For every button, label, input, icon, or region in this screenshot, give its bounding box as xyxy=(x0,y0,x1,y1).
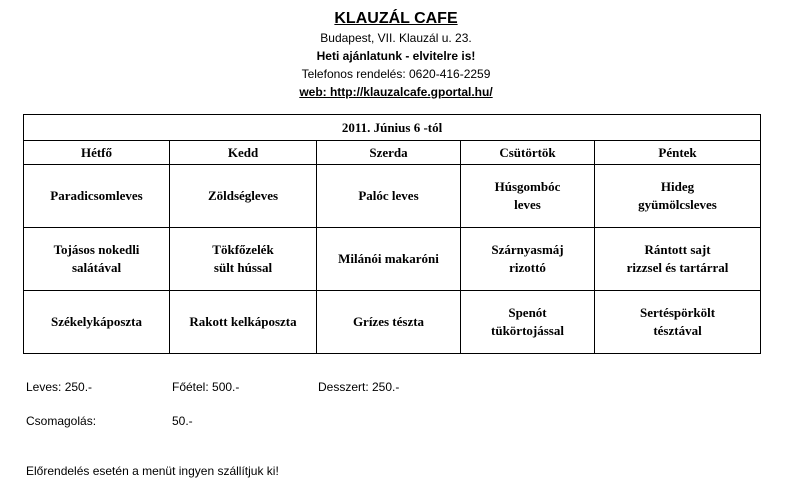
menu-cell-text: Tökfőzelék xyxy=(212,242,274,257)
day-header: Szerda xyxy=(317,141,461,165)
menu-cell xyxy=(170,291,317,354)
menu-table xyxy=(23,114,761,354)
menu-cell-text: Milánói makaróni xyxy=(338,251,439,266)
menu-cell-text: Paradicsomleves xyxy=(50,188,143,203)
menu-cell-text: Rántott sajt xyxy=(644,242,711,257)
menu-cell xyxy=(461,228,595,291)
menu-cell-text: Rakott kelkáposzta xyxy=(189,314,297,329)
date-row xyxy=(24,115,761,141)
price-dessert: Desszert: 250.- xyxy=(318,380,400,394)
menu-cell xyxy=(461,165,595,228)
menu-row-main xyxy=(24,228,761,291)
menu-cell-text: gyümölcsleves xyxy=(638,197,717,212)
menu-cell xyxy=(317,228,461,291)
packaging-label: Csomagolás: xyxy=(26,414,97,428)
menu-cell-text: Hideg xyxy=(660,179,695,194)
offer-line: Heti ajánlatunk - elvitelre is! xyxy=(316,49,476,63)
menu-cell-text: Húsgombóc xyxy=(494,179,561,194)
menu-cell-text: tükörtojással xyxy=(491,323,564,338)
menu-cell-text: leves xyxy=(514,197,541,212)
menu-cell xyxy=(595,291,761,354)
menu-cell xyxy=(24,291,170,354)
menu-cell-text: sült hússal xyxy=(213,260,273,275)
menu-cell-text: rizzsel és tartárral xyxy=(626,260,729,275)
menu-cell xyxy=(170,165,317,228)
menu-cell-text: Grízes tészta xyxy=(352,314,425,329)
day-header: Péntek xyxy=(595,141,761,165)
menu-cell-text: Spenót xyxy=(508,305,547,320)
price-soup: Leves: 250.- xyxy=(26,380,93,394)
menu-cell-text: Tojásos nokedli xyxy=(53,242,140,257)
menu-cell-text: tésztával xyxy=(653,323,702,338)
menu-cell xyxy=(170,228,317,291)
day-header: Kedd xyxy=(170,141,317,165)
menu-cell xyxy=(595,165,761,228)
address: Budapest, VII. Klauzál u. 23. xyxy=(320,31,472,45)
price-main: Főétel: 500.- xyxy=(172,380,240,394)
day-header: Hétfő xyxy=(24,141,170,165)
menu-cell xyxy=(595,228,761,291)
menu-row-third xyxy=(24,291,761,354)
day-header: Csütörtök xyxy=(461,141,595,165)
menu-cell xyxy=(317,291,461,354)
packaging-value: 50.- xyxy=(172,414,193,428)
menu-cell-text: salátával xyxy=(71,260,122,275)
menu-cell-text: Székelykáposzta xyxy=(51,314,142,329)
delivery-note: Előrendelés esetén a menüt ingyen szállítjuk ki! xyxy=(26,464,279,478)
menu-cell xyxy=(461,291,595,354)
page-title: KLAUZÁL CAFE xyxy=(334,10,458,27)
header xyxy=(0,8,792,101)
web-link[interactable]: web: http://klauzalcafe.gportal.hu/ xyxy=(299,85,493,99)
menu-cell xyxy=(24,165,170,228)
menu-date: 2011. Június 6 -tól xyxy=(24,115,761,141)
phone-line: Telefonos rendelés: 0620-416-2259 xyxy=(301,67,491,81)
menu-cell xyxy=(24,228,170,291)
menu-cell-text: Sertéspörkölt xyxy=(639,305,716,320)
menu-cell-text: Palóc leves xyxy=(358,188,419,203)
menu-cell xyxy=(317,165,461,228)
menu-cell-text: Zöldségleves xyxy=(207,188,279,203)
menu-cell-text: Szárnyasmáj xyxy=(491,242,564,257)
menu-row-soup xyxy=(24,165,761,228)
days-row xyxy=(24,141,761,165)
menu-cell-text: rizottó xyxy=(509,260,546,275)
